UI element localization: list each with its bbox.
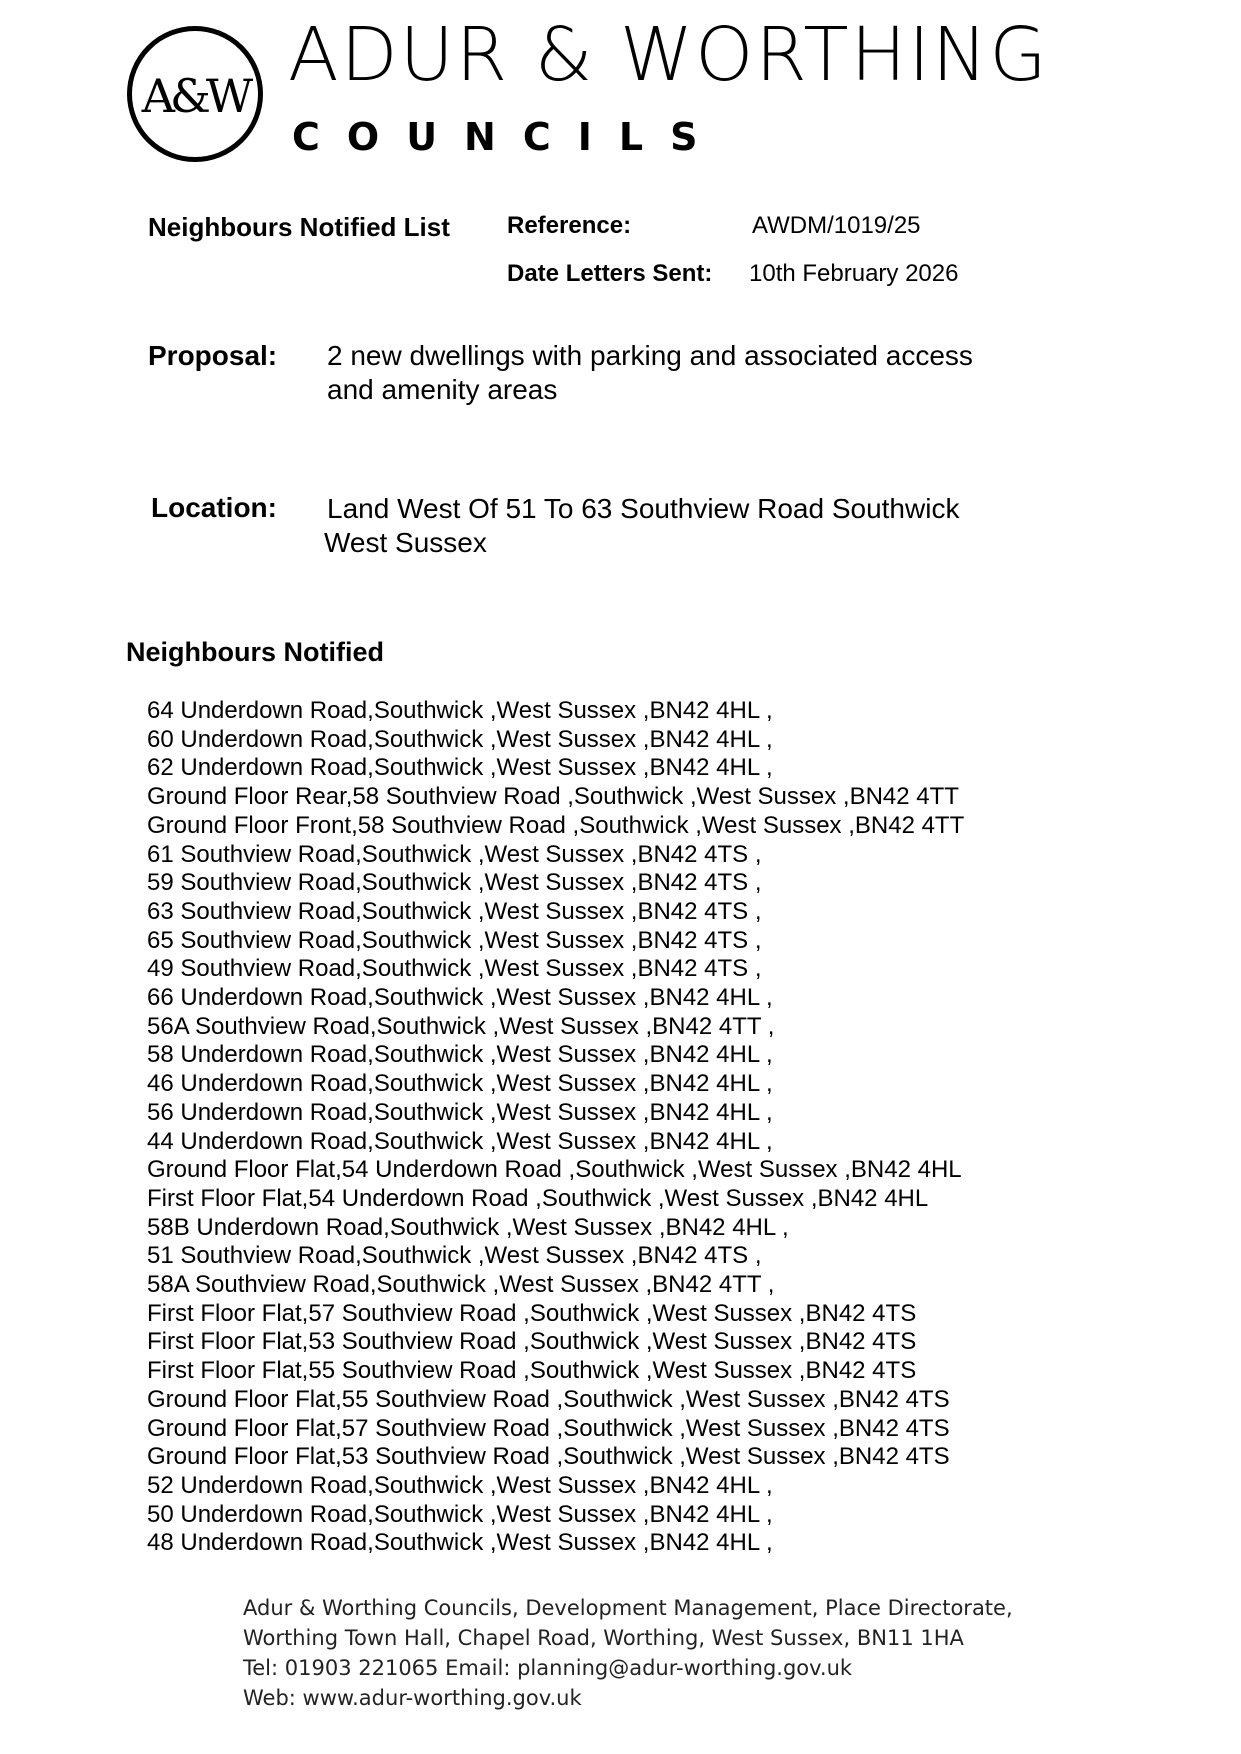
address-item: Ground Floor Flat,54 Underdown Road ,Southwick ,West Sussex ,BN42 4HL	[147, 1156, 962, 1184]
address-item: Ground Floor Flat,55 Southview Road ,Southwick ,West Sussex ,BN42 4TS	[147, 1385, 950, 1413]
address-list	[147, 697, 964, 1558]
address-item: 48 Underdown Road,Southwick ,West Sussex ,BN42 4HL ,	[147, 1529, 773, 1557]
logo-monogram: A&W	[141, 69, 249, 123]
proposal-line: and amenity areas	[327, 374, 558, 405]
location-label: Location:	[151, 492, 277, 523]
address-item: 62 Underdown Road,Southwick ,West Sussex ,BN42 4HL ,	[147, 754, 773, 782]
address-item: First Floor Flat,53 Southview Road ,Southwick ,West Sussex ,BN42 4TS	[147, 1328, 917, 1356]
footer-contact	[243, 1593, 1013, 1713]
footer-line: Worthing Town Hall, Chapel Road, Worthing, West Sussex, BN11 1HA	[243, 1626, 964, 1650]
neighbours-title: Neighbours Notified	[126, 637, 384, 667]
location-text	[324, 492, 960, 560]
address-item: 60 Underdown Road,Southwick ,West Sussex ,BN42 4HL ,	[147, 725, 773, 753]
address-item: First Floor Flat,57 Southview Road ,Southwick ,West Sussex ,BN42 4TS	[147, 1299, 917, 1327]
address-item: 46 Underdown Road,Southwick ,West Sussex ,BN42 4HL ,	[147, 1070, 773, 1098]
footer-line: Tel: 01903 221065 Email: planning@adur-worthing.gov.uk	[243, 1656, 853, 1680]
address-item: 52 Underdown Road,Southwick ,West Sussex ,BN42 4HL ,	[147, 1471, 773, 1499]
document-title: Neighbours Notified List	[148, 212, 450, 242]
address-item: 58A Southview Road,Southwick ,West Sussex ,BN42 4TT ,	[147, 1271, 775, 1299]
proposal-line: 2 new dwellings with parking and associated access	[327, 340, 973, 371]
date-sent-value: 10th February 2026	[749, 260, 959, 287]
address-item: 56 Underdown Road,Southwick ,West Sussex ,BN42 4HL ,	[147, 1098, 773, 1126]
footer-line: Adur & Worthing Councils, Development Management, Place Directorate,	[243, 1596, 1013, 1620]
brand-name: ADUR & WORTHING	[288, 12, 1049, 98]
proposal-text	[327, 339, 973, 407]
location-line: Land West Of 51 To 63 Southview Road Southwick	[327, 493, 960, 524]
address-item: 66 Underdown Road,Southwick ,West Sussex ,BN42 4HL ,	[147, 984, 773, 1012]
address-item: 44 Underdown Road,Southwick ,West Sussex ,BN42 4HL ,	[147, 1127, 773, 1155]
address-item: Ground Floor Rear,58 Southview Road ,Southwick ,West Sussex ,BN42 4TT	[147, 783, 959, 811]
address-item: 50 Underdown Road,Southwick ,West Sussex ,BN42 4HL ,	[147, 1500, 773, 1528]
address-item: Ground Floor Flat,53 Southview Road ,Southwick ,West Sussex ,BN42 4TS	[147, 1443, 950, 1471]
address-item: 56A Southview Road,Southwick ,West Sussex ,BN42 4TT ,	[147, 1012, 775, 1040]
address-item: First Floor Flat,54 Underdown Road ,Southwick ,West Sussex ,BN42 4HL	[147, 1184, 929, 1212]
brand-subtitle: COUNCILS	[292, 115, 725, 159]
address-item: 49 Southview Road,Southwick ,West Sussex ,BN42 4TS ,	[147, 955, 762, 983]
address-item: 51 Southview Road,Southwick ,West Sussex ,BN42 4TS ,	[147, 1242, 762, 1270]
location-line: West Sussex	[324, 527, 487, 558]
address-item: Ground Floor Front,58 Southview Road ,Southwick ,West Sussex ,BN42 4TT	[147, 811, 965, 839]
council-logo	[127, 26, 263, 162]
address-item: 58 Underdown Road,Southwick ,West Sussex ,BN42 4HL ,	[147, 1041, 773, 1069]
reference-label: Reference:	[507, 212, 632, 239]
footer-line: Web: www.adur-worthing.gov.uk	[243, 1686, 582, 1710]
address-item: Ground Floor Flat,57 Southview Road ,Southwick ,West Sussex ,BN42 4TS	[147, 1414, 950, 1442]
date-sent-label: Date Letters Sent:	[507, 260, 713, 287]
address-item: First Floor Flat,55 Southview Road ,Southwick ,West Sussex ,BN42 4TS	[147, 1357, 917, 1385]
reference-value: AWDM/1019/25	[752, 212, 921, 239]
address-item: 61 Southview Road,Southwick ,West Sussex ,BN42 4TS ,	[147, 840, 762, 868]
address-item: 64 Underdown Road,Southwick ,West Sussex ,BN42 4HL ,	[147, 697, 773, 724]
address-item: 59 Southview Road,Southwick ,West Sussex ,BN42 4TS ,	[147, 869, 762, 897]
proposal-label: Proposal:	[148, 340, 278, 371]
address-item: 63 Southview Road,Southwick ,West Sussex ,BN42 4TS ,	[147, 897, 762, 925]
address-item: 58B Underdown Road,Southwick ,West Sussex ,BN42 4HL ,	[147, 1213, 789, 1241]
address-item: 65 Southview Road,Southwick ,West Sussex ,BN42 4TS ,	[147, 926, 762, 954]
